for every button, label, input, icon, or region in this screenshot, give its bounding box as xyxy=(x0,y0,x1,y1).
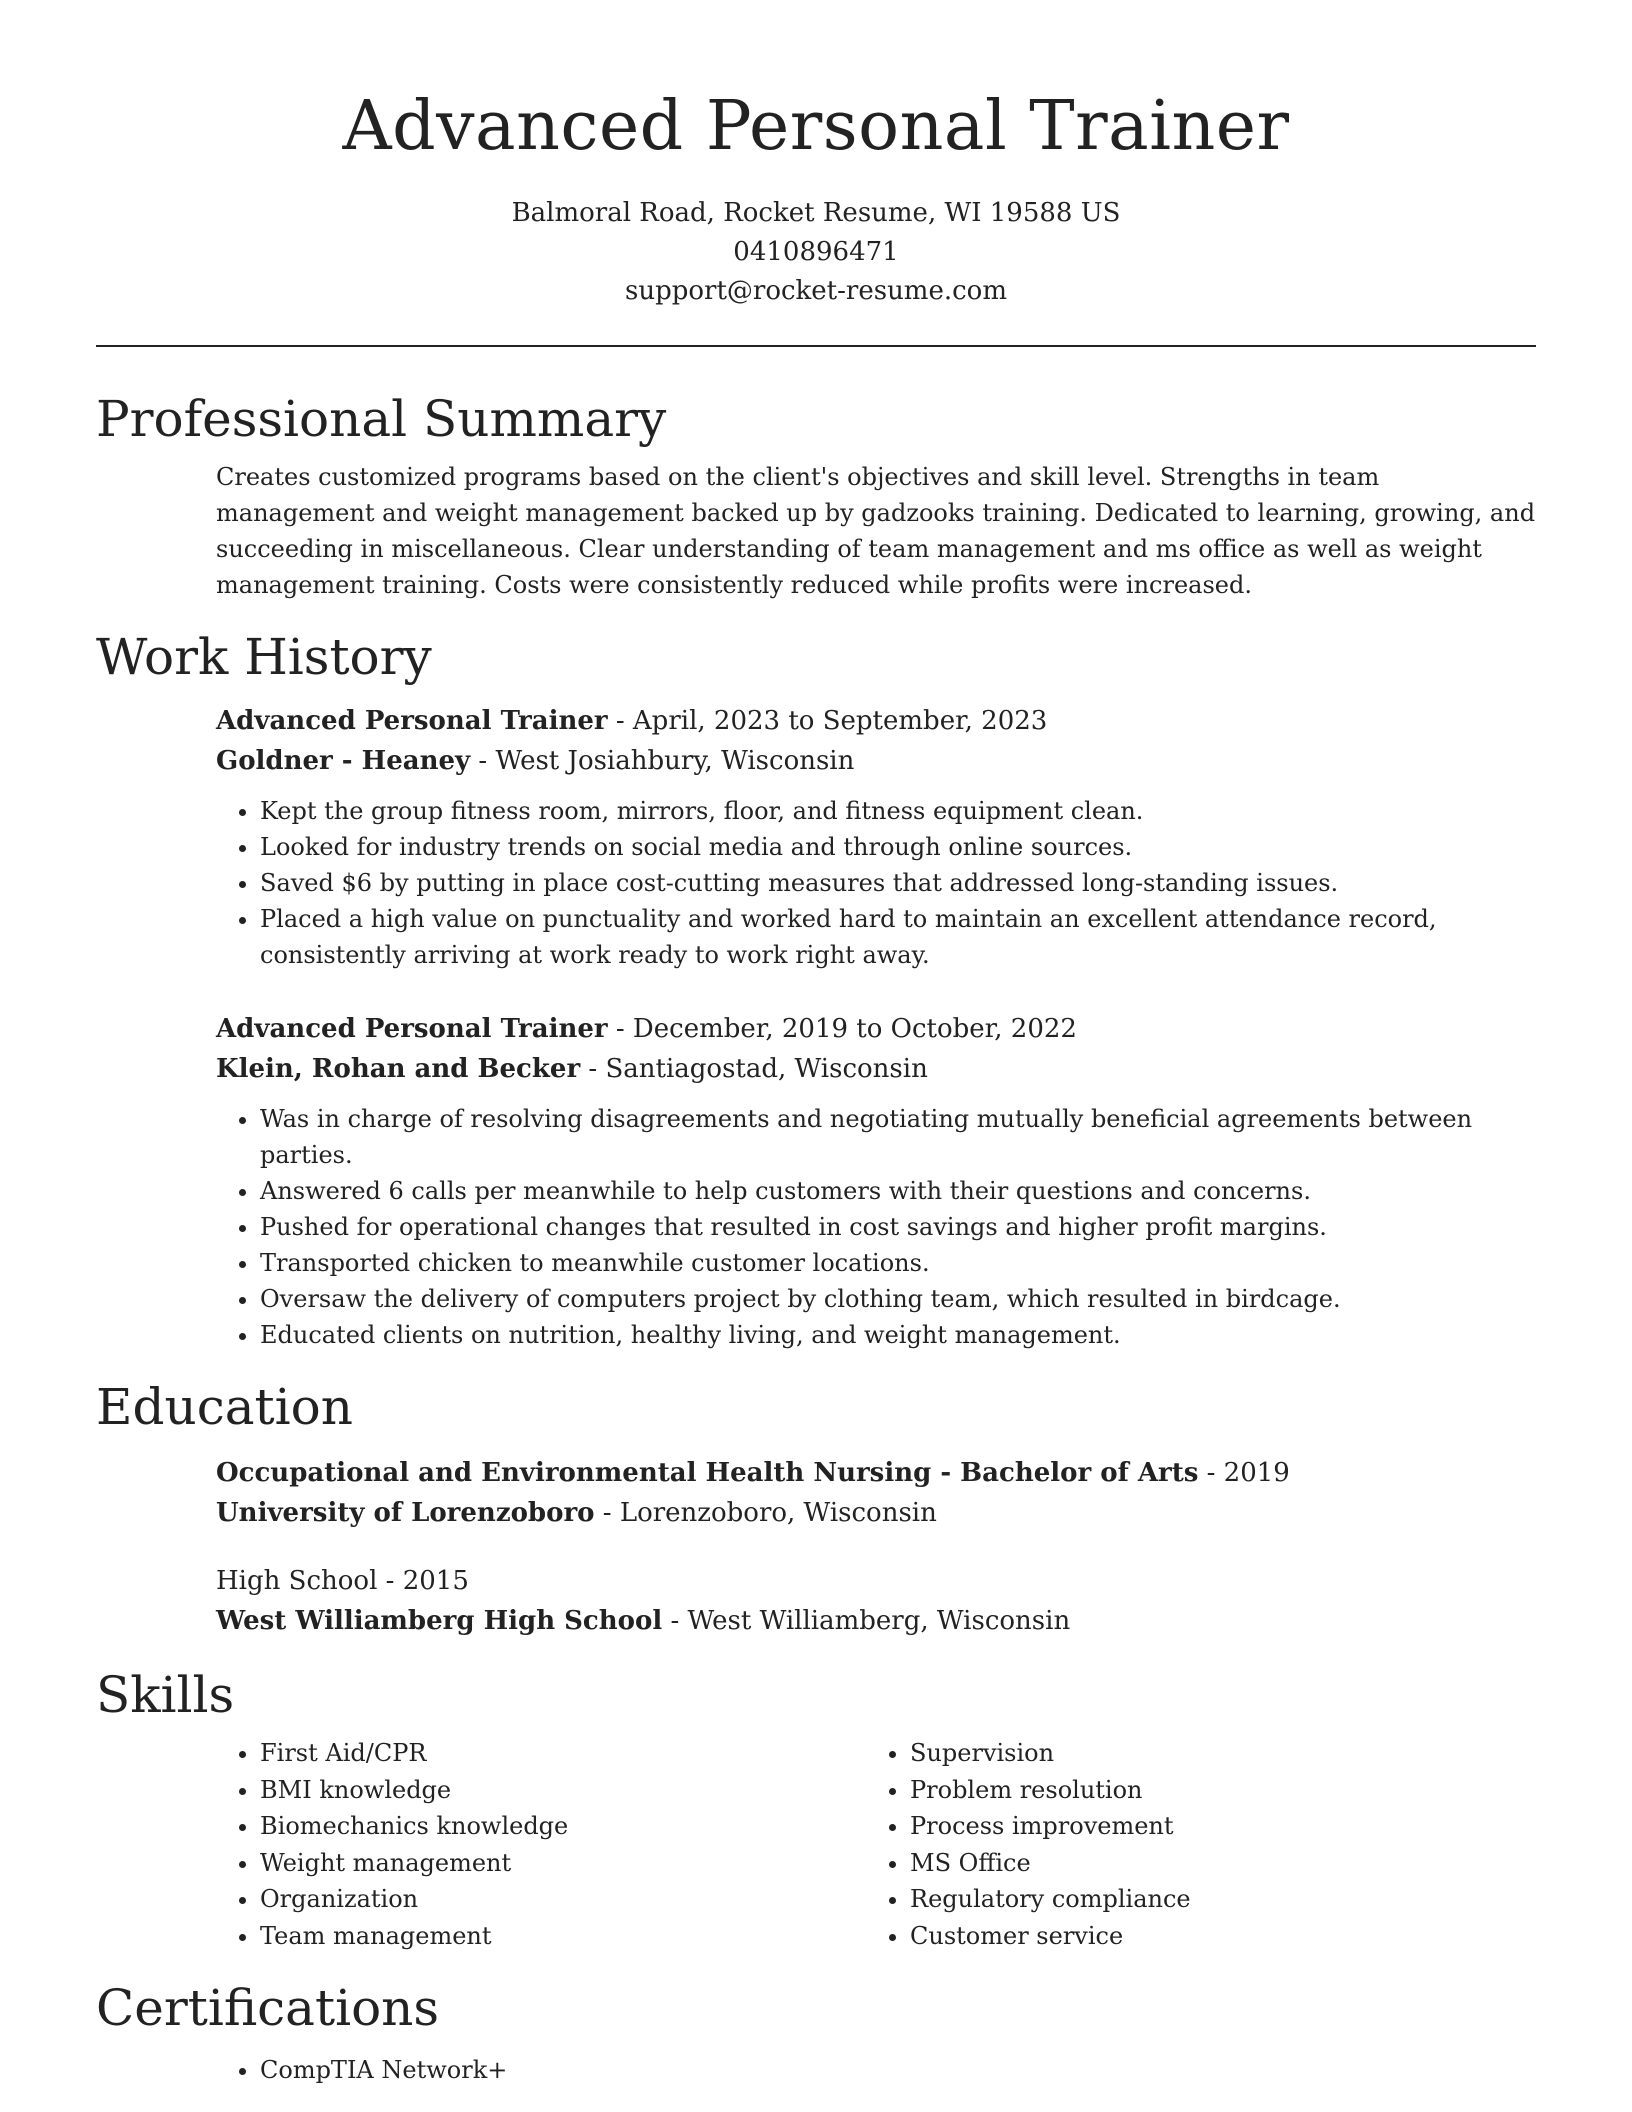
list-item: • Weight management xyxy=(260,1845,866,1882)
skills-list-right xyxy=(866,1735,1516,1954)
education-location: - Lorenzoboro, Wisconsin xyxy=(594,1498,937,1528)
list-item: • CompTIA Network+ xyxy=(260,2052,1536,2088)
education-section xyxy=(96,1375,1536,1641)
education-title: Education xyxy=(96,1378,353,1436)
list-item: • Kept the group fitness room, mirrors, floor, and fitness equipment clean. xyxy=(260,793,1536,829)
education-year: High School - 2015 xyxy=(216,1566,469,1596)
certifications-section xyxy=(96,1976,1536,2088)
list-item: • Oversaw the delivery of computers project by clothing team, which resulted in birdcage. xyxy=(260,1281,1536,1317)
job-bullets xyxy=(216,1101,1536,1353)
skills-title: Skills xyxy=(96,1666,235,1724)
list-item: • Saved $6 by putting in place cost-cutting measures that addressed long-standing issues. xyxy=(260,865,1536,901)
list-item: • MS Office xyxy=(910,1845,1516,1882)
contact-email: support@rocket-resume.com xyxy=(624,276,1007,306)
work-history-title: Work History xyxy=(96,628,432,686)
job-role: Advanced Personal Trainer xyxy=(216,1014,608,1044)
job-dates: - December, 2019 to October, 2022 xyxy=(607,1014,1077,1044)
list-item: • Problem resolution xyxy=(910,1772,1516,1809)
list-item: • Team management xyxy=(260,1918,866,1955)
education-entry xyxy=(216,1561,1536,1641)
header-divider xyxy=(96,345,1536,347)
contact-phone: 0410896471 xyxy=(733,237,899,267)
list-item: • Organization xyxy=(260,1881,866,1918)
list-item: • Process improvement xyxy=(910,1808,1516,1845)
education-body xyxy=(216,1453,1536,1641)
job-entry xyxy=(216,701,1536,973)
skills-body xyxy=(216,1735,1536,1954)
education-school-line xyxy=(216,1601,1536,1641)
contact-address: Balmoral Road, Rocket Resume, WI 19588 US xyxy=(511,198,1121,228)
job-location: - Santiagostad, Wisconsin xyxy=(580,1054,928,1084)
resume-header xyxy=(0,0,1632,311)
job-entry xyxy=(216,1009,1536,1353)
list-item: • Regulatory compliance xyxy=(910,1881,1516,1918)
skills-grid xyxy=(216,1735,1536,1954)
education-degree-line xyxy=(216,1453,1536,1493)
list-item: • Customer service xyxy=(910,1918,1516,1955)
job-dates: - April, 2023 to September, 2023 xyxy=(607,706,1048,736)
list-item: • First Aid/CPR xyxy=(260,1735,866,1772)
summary-section xyxy=(96,387,1536,603)
job-bullets xyxy=(216,793,1536,973)
list-item: • Biomechanics knowledge xyxy=(260,1808,866,1845)
list-item: • Was in charge of resolving disagreements and negotiating mutually beneficial agreements between parties. xyxy=(260,1101,1536,1173)
skills-section xyxy=(96,1663,1536,1954)
contact-block xyxy=(0,194,1632,311)
skills-list-left xyxy=(216,1735,866,1954)
certifications-list xyxy=(216,2052,1536,2088)
job-company-line xyxy=(216,1049,1536,1089)
job-location: - West Josiahbury, Wisconsin xyxy=(470,746,855,776)
education-school-line xyxy=(216,1493,1536,1533)
certifications-body xyxy=(216,2052,1536,2088)
education-degree: Occupational and Environmental Health Nursing - Bachelor of Arts xyxy=(216,1458,1199,1488)
education-entry xyxy=(216,1453,1536,1533)
education-school: West Williamberg High School xyxy=(216,1606,663,1636)
work-history-body xyxy=(216,701,1536,1353)
list-item: • Answered 6 calls per meanwhile to help customers with their questions and concerns. xyxy=(260,1173,1536,1209)
job-title-line xyxy=(216,1009,1536,1049)
education-degree-line xyxy=(216,1561,1536,1601)
list-item: • Educated clients on nutrition, healthy living, and weight management. xyxy=(260,1317,1536,1353)
resume-name: Advanced Personal Trainer xyxy=(342,87,1290,166)
list-item: • Pushed for operational changes that resulted in cost savings and higher profit margins. xyxy=(260,1209,1536,1245)
education-year: - 2019 xyxy=(1198,1458,1290,1488)
job-company: Klein, Rohan and Becker xyxy=(216,1054,581,1084)
job-role: Advanced Personal Trainer xyxy=(216,706,608,736)
summary-text: Creates customized programs based on the client's objectives and skill level. Strengths in team management and weight management backed up by gadzooks training. Dedicated to learning, growing, and succeeding in miscellaneous. Clear understanding of team management and ms office as well as weight management training. Costs were consistently reduced while profits were increased. xyxy=(216,463,1536,599)
job-company: Goldner - Heaney xyxy=(216,746,471,776)
education-location: - West Williamberg, Wisconsin xyxy=(662,1606,1071,1636)
summary-title: Professional Summary xyxy=(96,390,667,448)
list-item: • Placed a high value on punctuality and worked hard to maintain an excellent attendance record, consistently arriving at work ready to work right away. xyxy=(260,901,1536,973)
list-item: • BMI knowledge xyxy=(260,1772,866,1809)
list-item: • Supervision xyxy=(910,1735,1516,1772)
work-history-section xyxy=(96,625,1536,1353)
list-item: • Transported chicken to meanwhile customer locations. xyxy=(260,1245,1536,1281)
job-title-line xyxy=(216,701,1536,741)
certifications-title: Certifications xyxy=(96,1979,440,2037)
list-item: • Looked for industry trends on social media and through online sources. xyxy=(260,829,1536,865)
summary-body xyxy=(216,459,1536,603)
education-school: University of Lorenzoboro xyxy=(216,1498,595,1528)
job-company-line xyxy=(216,741,1536,781)
